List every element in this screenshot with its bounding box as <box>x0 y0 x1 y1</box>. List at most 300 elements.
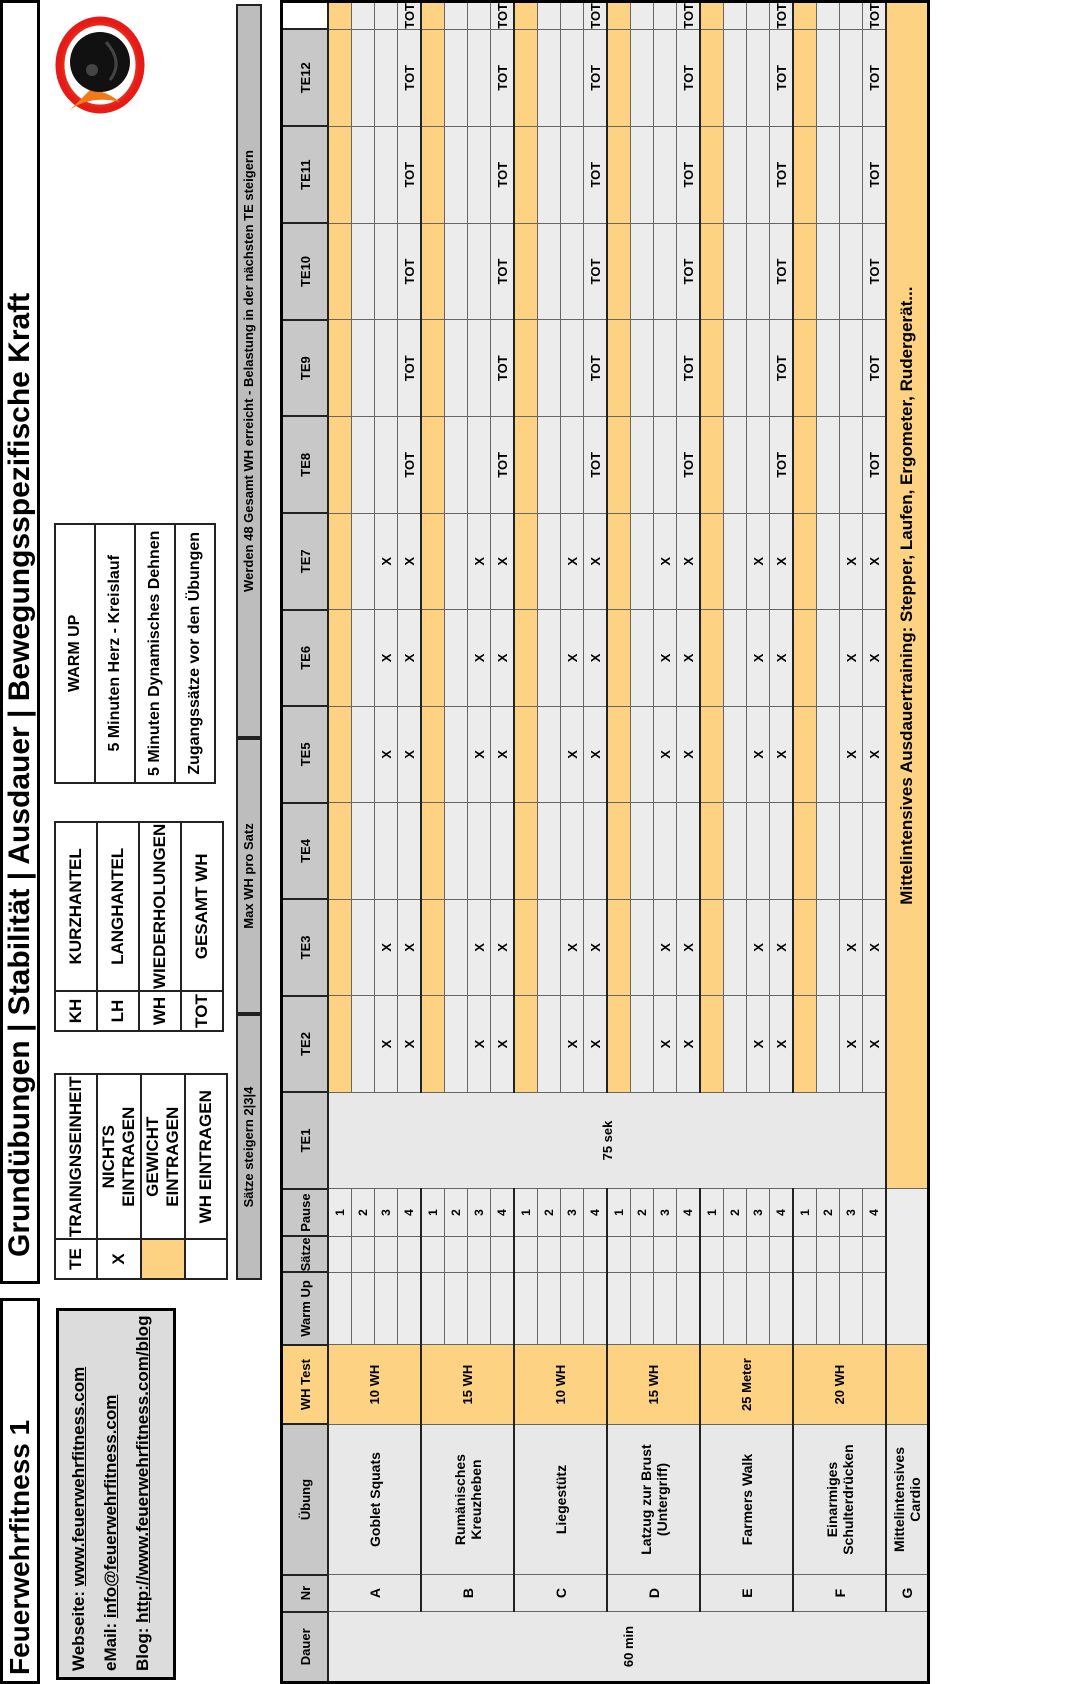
warmup-kg-cell[interactable] <box>863 1236 887 1272</box>
session-cell[interactable] <box>817 126 840 223</box>
session-cell[interactable]: X <box>491 610 515 707</box>
session-cell[interactable]: TOT <box>398 416 422 513</box>
session-cell[interactable]: X <box>398 899 422 996</box>
warmup-wh-cell[interactable] <box>352 1272 375 1344</box>
session-cell[interactable]: TOT <box>770 416 794 513</box>
session-cell[interactable] <box>747 126 770 223</box>
session-cell[interactable] <box>817 996 840 1093</box>
session-cell[interactable] <box>793 706 817 803</box>
session-cell[interactable] <box>793 513 817 610</box>
session-cell[interactable] <box>817 513 840 610</box>
session-cell[interactable] <box>538 513 561 610</box>
warmup-kg-cell[interactable] <box>514 1236 538 1272</box>
session-cell[interactable] <box>700 223 724 320</box>
session-cell[interactable] <box>421 29 445 126</box>
session-cell[interactable]: TOT <box>398 29 422 126</box>
session-cell[interactable] <box>514 29 538 126</box>
session-cell[interactable]: X <box>677 899 701 996</box>
session-cell[interactable]: X <box>747 610 770 707</box>
session-cell[interactable]: TOT <box>863 126 887 223</box>
warmup-wh-cell[interactable] <box>840 1272 863 1344</box>
warmup-kg-cell[interactable] <box>491 1236 515 1272</box>
session-cell[interactable]: X <box>375 706 398 803</box>
session-cell[interactable] <box>607 706 631 803</box>
session-cell[interactable] <box>747 2 770 30</box>
session-cell[interactable] <box>375 29 398 126</box>
session-cell[interactable] <box>863 803 887 900</box>
session-cell[interactable] <box>840 320 863 417</box>
session-cell[interactable] <box>328 899 352 996</box>
session-cell[interactable]: X <box>654 513 677 610</box>
session-cell[interactable]: X <box>491 996 515 1093</box>
session-cell[interactable] <box>724 899 747 996</box>
session-cell[interactable] <box>445 706 468 803</box>
warmup-kg-cell[interactable] <box>398 1236 422 1272</box>
session-cell[interactable] <box>700 416 724 513</box>
session-cell[interactable] <box>352 416 375 513</box>
session-cell[interactable] <box>631 29 654 126</box>
session-cell[interactable] <box>700 126 724 223</box>
session-cell[interactable]: X <box>468 996 491 1093</box>
session-cell[interactable] <box>793 320 817 417</box>
session-cell[interactable]: X <box>654 899 677 996</box>
warmup-wh-cell[interactable] <box>468 1272 491 1344</box>
session-cell[interactable]: TOT <box>863 416 887 513</box>
session-cell[interactable]: X <box>747 513 770 610</box>
session-cell[interactable]: X <box>398 706 422 803</box>
session-cell[interactable] <box>607 996 631 1093</box>
session-cell[interactable]: X <box>398 513 422 610</box>
warmup-wh-cell[interactable] <box>514 1272 538 1344</box>
session-cell[interactable] <box>793 2 817 30</box>
session-cell[interactable] <box>840 126 863 223</box>
session-cell[interactable]: X <box>398 610 422 707</box>
session-cell[interactable]: X <box>584 899 608 996</box>
warmup-wh-cell[interactable] <box>770 1272 794 1344</box>
session-cell[interactable]: X <box>677 996 701 1093</box>
session-cell[interactable] <box>793 996 817 1093</box>
session-cell[interactable] <box>561 223 584 320</box>
session-cell[interactable]: X <box>840 996 863 1093</box>
session-cell[interactable] <box>328 29 352 126</box>
session-cell[interactable]: X <box>584 706 608 803</box>
session-cell[interactable]: TOT <box>491 126 515 223</box>
warmup-kg-cell[interactable] <box>747 1236 770 1272</box>
session-cell[interactable] <box>375 223 398 320</box>
session-cell[interactable] <box>491 803 515 900</box>
session-cell[interactable] <box>631 416 654 513</box>
session-cell[interactable]: X <box>863 513 887 610</box>
session-cell[interactable] <box>445 126 468 223</box>
session-cell[interactable]: X <box>863 899 887 996</box>
session-cell[interactable] <box>445 416 468 513</box>
session-cell[interactable] <box>724 126 747 223</box>
session-cell[interactable]: X <box>654 996 677 1093</box>
session-cell[interactable] <box>328 2 352 30</box>
session-cell[interactable] <box>352 126 375 223</box>
session-cell[interactable]: TOT <box>491 223 515 320</box>
session-cell[interactable] <box>840 803 863 900</box>
session-cell[interactable] <box>631 610 654 707</box>
session-cell[interactable]: TOT <box>584 126 608 223</box>
session-cell[interactable]: TOT <box>770 126 794 223</box>
session-cell[interactable] <box>421 706 445 803</box>
session-cell[interactable] <box>724 706 747 803</box>
session-cell[interactable] <box>817 29 840 126</box>
session-cell[interactable]: X <box>863 610 887 707</box>
session-cell[interactable] <box>724 416 747 513</box>
session-cell[interactable] <box>817 706 840 803</box>
session-cell[interactable] <box>538 320 561 417</box>
email-link[interactable]: info@feuerwehrfitness.com <box>101 1394 120 1619</box>
session-cell[interactable] <box>817 2 840 30</box>
session-cell[interactable] <box>352 29 375 126</box>
session-cell[interactable] <box>724 320 747 417</box>
session-cell[interactable] <box>607 320 631 417</box>
session-cell[interactable] <box>352 223 375 320</box>
session-cell[interactable] <box>398 803 422 900</box>
session-cell[interactable] <box>724 223 747 320</box>
session-cell[interactable] <box>375 2 398 30</box>
warmup-wh-cell[interactable] <box>631 1272 654 1344</box>
session-cell[interactable]: X <box>584 996 608 1093</box>
session-cell[interactable]: X <box>491 513 515 610</box>
warmup-wh-cell[interactable] <box>375 1272 398 1344</box>
session-cell[interactable]: TOT <box>584 29 608 126</box>
session-cell[interactable] <box>607 416 631 513</box>
session-cell[interactable] <box>724 29 747 126</box>
session-cell[interactable]: X <box>840 513 863 610</box>
session-cell[interactable] <box>700 29 724 126</box>
session-cell[interactable] <box>514 320 538 417</box>
session-cell[interactable] <box>328 706 352 803</box>
session-cell[interactable] <box>352 2 375 30</box>
session-cell[interactable] <box>375 803 398 900</box>
session-cell[interactable] <box>700 610 724 707</box>
session-cell[interactable] <box>793 223 817 320</box>
session-cell[interactable]: TOT <box>398 320 422 417</box>
session-cell[interactable] <box>352 610 375 707</box>
session-cell[interactable] <box>700 513 724 610</box>
session-cell[interactable]: TOT <box>770 320 794 417</box>
session-cell[interactable] <box>561 416 584 513</box>
session-cell[interactable] <box>538 899 561 996</box>
session-cell[interactable]: X <box>561 706 584 803</box>
session-cell[interactable]: TOT <box>398 223 422 320</box>
warmup-kg-cell[interactable] <box>445 1236 468 1272</box>
session-cell[interactable] <box>793 29 817 126</box>
session-cell[interactable]: X <box>561 996 584 1093</box>
session-cell[interactable]: X <box>677 706 701 803</box>
warmup-wh-cell[interactable] <box>398 1272 422 1344</box>
session-cell[interactable] <box>352 803 375 900</box>
session-cell[interactable] <box>445 223 468 320</box>
warmup-wh-cell[interactable] <box>607 1272 631 1344</box>
warmup-wh-cell[interactable] <box>747 1272 770 1344</box>
session-cell[interactable] <box>514 803 538 900</box>
warmup-kg-cell[interactable] <box>840 1236 863 1272</box>
session-cell[interactable] <box>352 996 375 1093</box>
session-cell[interactable] <box>538 126 561 223</box>
warmup-kg-cell[interactable] <box>631 1236 654 1272</box>
session-cell[interactable] <box>375 320 398 417</box>
warmup-wh-cell[interactable] <box>561 1272 584 1344</box>
session-cell[interactable] <box>700 2 724 30</box>
session-cell[interactable] <box>654 126 677 223</box>
session-cell[interactable] <box>747 320 770 417</box>
warmup-kg-cell[interactable] <box>375 1236 398 1272</box>
session-cell[interactable]: TOT <box>770 223 794 320</box>
session-cell[interactable] <box>607 126 631 223</box>
session-cell[interactable] <box>631 899 654 996</box>
session-cell[interactable] <box>607 513 631 610</box>
warmup-kg-cell[interactable] <box>793 1236 817 1272</box>
session-cell[interactable] <box>468 2 491 30</box>
session-cell[interactable] <box>654 29 677 126</box>
session-cell[interactable] <box>352 513 375 610</box>
session-cell[interactable] <box>538 29 561 126</box>
session-cell[interactable] <box>445 320 468 417</box>
session-cell[interactable] <box>328 416 352 513</box>
session-cell[interactable]: X <box>677 610 701 707</box>
warmup-wh-cell[interactable] <box>817 1272 840 1344</box>
session-cell[interactable]: X <box>561 610 584 707</box>
session-cell[interactable] <box>514 610 538 707</box>
session-cell[interactable] <box>724 996 747 1093</box>
warmup-kg-cell[interactable] <box>677 1236 701 1272</box>
session-cell[interactable] <box>817 899 840 996</box>
session-cell[interactable] <box>840 2 863 30</box>
session-cell[interactable] <box>561 320 584 417</box>
warmup-kg-cell[interactable] <box>817 1236 840 1272</box>
session-cell[interactable] <box>514 2 538 30</box>
session-cell[interactable] <box>421 803 445 900</box>
session-cell[interactable] <box>421 610 445 707</box>
session-cell[interactable] <box>328 996 352 1093</box>
session-cell[interactable]: X <box>491 899 515 996</box>
session-cell[interactable]: X <box>840 899 863 996</box>
session-cell[interactable]: TOT <box>584 416 608 513</box>
warmup-kg-cell[interactable] <box>352 1236 375 1272</box>
warmup-wh-cell[interactable] <box>491 1272 515 1344</box>
session-cell[interactable] <box>445 513 468 610</box>
session-cell[interactable] <box>421 223 445 320</box>
session-cell[interactable] <box>538 706 561 803</box>
session-cell[interactable]: X <box>840 706 863 803</box>
session-cell[interactable] <box>631 996 654 1093</box>
session-cell[interactable] <box>631 126 654 223</box>
session-cell[interactable] <box>817 320 840 417</box>
session-cell[interactable] <box>724 2 747 30</box>
session-cell[interactable] <box>700 706 724 803</box>
session-cell[interactable] <box>817 610 840 707</box>
session-cell[interactable] <box>421 513 445 610</box>
session-cell[interactable] <box>328 320 352 417</box>
session-cell[interactable] <box>700 899 724 996</box>
session-cell[interactable]: X <box>584 513 608 610</box>
session-cell[interactable] <box>328 126 352 223</box>
session-cell[interactable]: X <box>468 513 491 610</box>
session-cell[interactable]: TOT <box>863 320 887 417</box>
session-cell[interactable]: X <box>770 706 794 803</box>
session-cell[interactable] <box>561 126 584 223</box>
session-cell[interactable] <box>468 223 491 320</box>
session-cell[interactable] <box>421 2 445 30</box>
warmup-wh-cell[interactable] <box>538 1272 561 1344</box>
session-cell[interactable]: X <box>770 610 794 707</box>
warmup-kg-cell[interactable] <box>584 1236 608 1272</box>
warmup-kg-cell[interactable] <box>421 1236 445 1272</box>
session-cell[interactable]: X <box>747 899 770 996</box>
session-cell[interactable] <box>561 2 584 30</box>
session-cell[interactable]: TOT <box>677 29 701 126</box>
session-cell[interactable] <box>445 29 468 126</box>
session-cell[interactable] <box>654 223 677 320</box>
session-cell[interactable] <box>421 416 445 513</box>
session-cell[interactable] <box>352 320 375 417</box>
website-link[interactable]: www.feuerwehrfitness.com <box>69 1366 88 1587</box>
session-cell[interactable] <box>561 29 584 126</box>
session-cell[interactable] <box>817 416 840 513</box>
session-cell[interactable] <box>328 610 352 707</box>
session-cell[interactable] <box>538 223 561 320</box>
session-cell[interactable] <box>445 2 468 30</box>
session-cell[interactable] <box>631 803 654 900</box>
session-cell[interactable]: X <box>747 706 770 803</box>
session-cell[interactable]: X <box>398 996 422 1093</box>
session-cell[interactable]: X <box>770 996 794 1093</box>
session-cell[interactable]: TOT <box>863 2 887 30</box>
session-cell[interactable] <box>607 2 631 30</box>
session-cell[interactable] <box>584 803 608 900</box>
warmup-kg-cell[interactable] <box>654 1236 677 1272</box>
session-cell[interactable] <box>631 223 654 320</box>
session-cell[interactable] <box>793 803 817 900</box>
session-cell[interactable] <box>747 416 770 513</box>
session-cell[interactable]: X <box>468 899 491 996</box>
session-cell[interactable] <box>677 803 701 900</box>
session-cell[interactable]: TOT <box>398 2 422 30</box>
session-cell[interactable] <box>631 513 654 610</box>
session-cell[interactable] <box>631 320 654 417</box>
session-cell[interactable] <box>514 223 538 320</box>
session-cell[interactable] <box>817 223 840 320</box>
session-cell[interactable] <box>328 803 352 900</box>
session-cell[interactable] <box>607 610 631 707</box>
session-cell[interactable] <box>445 610 468 707</box>
session-cell[interactable]: X <box>654 706 677 803</box>
session-cell[interactable] <box>421 899 445 996</box>
session-cell[interactable]: TOT <box>770 29 794 126</box>
session-cell[interactable]: TOT <box>863 223 887 320</box>
session-cell[interactable] <box>514 899 538 996</box>
session-cell[interactable]: X <box>654 610 677 707</box>
session-cell[interactable] <box>724 513 747 610</box>
warmup-kg-cell[interactable] <box>724 1236 747 1272</box>
session-cell[interactable]: X <box>863 706 887 803</box>
session-cell[interactable]: X <box>561 513 584 610</box>
session-cell[interactable] <box>840 29 863 126</box>
session-cell[interactable]: TOT <box>491 320 515 417</box>
warmup-wh-cell[interactable] <box>445 1272 468 1344</box>
session-cell[interactable]: X <box>375 899 398 996</box>
session-cell[interactable] <box>747 29 770 126</box>
session-cell[interactable] <box>700 996 724 1093</box>
session-cell[interactable]: X <box>491 706 515 803</box>
session-cell[interactable]: TOT <box>491 2 515 30</box>
session-cell[interactable]: TOT <box>584 223 608 320</box>
session-cell[interactable] <box>607 223 631 320</box>
session-cell[interactable]: TOT <box>584 320 608 417</box>
session-cell[interactable] <box>468 126 491 223</box>
warmup-kg-cell[interactable] <box>607 1236 631 1272</box>
session-cell[interactable] <box>445 803 468 900</box>
session-cell[interactable] <box>817 803 840 900</box>
session-cell[interactable]: X <box>375 513 398 610</box>
warmup-wh-cell[interactable] <box>654 1272 677 1344</box>
session-cell[interactable] <box>468 320 491 417</box>
session-cell[interactable]: TOT <box>677 223 701 320</box>
session-cell[interactable] <box>421 126 445 223</box>
warmup-wh-cell[interactable] <box>584 1272 608 1344</box>
session-cell[interactable] <box>770 803 794 900</box>
session-cell[interactable] <box>514 706 538 803</box>
session-cell[interactable]: TOT <box>491 29 515 126</box>
session-cell[interactable] <box>747 223 770 320</box>
session-cell[interactable] <box>468 803 491 900</box>
warmup-wh-cell[interactable] <box>677 1272 701 1344</box>
session-cell[interactable] <box>654 803 677 900</box>
session-cell[interactable] <box>654 416 677 513</box>
session-cell[interactable] <box>631 2 654 30</box>
session-cell[interactable] <box>607 29 631 126</box>
warmup-wh-cell[interactable] <box>863 1272 887 1344</box>
warmup-wh-cell[interactable] <box>421 1272 445 1344</box>
session-cell[interactable]: TOT <box>863 29 887 126</box>
session-cell[interactable] <box>747 803 770 900</box>
session-cell[interactable] <box>538 803 561 900</box>
session-cell[interactable] <box>328 223 352 320</box>
session-cell[interactable] <box>328 513 352 610</box>
warmup-wh-cell[interactable] <box>328 1272 352 1344</box>
session-cell[interactable] <box>631 706 654 803</box>
session-cell[interactable] <box>538 610 561 707</box>
session-cell[interactable] <box>468 29 491 126</box>
blog-link[interactable]: http://www.feuerwehrfitness.com/blog <box>133 1315 152 1623</box>
session-cell[interactable] <box>468 416 491 513</box>
session-cell[interactable]: X <box>840 610 863 707</box>
session-cell[interactable] <box>538 416 561 513</box>
warmup-kg-cell[interactable] <box>538 1236 561 1272</box>
session-cell[interactable] <box>724 803 747 900</box>
session-cell[interactable] <box>375 126 398 223</box>
session-cell[interactable] <box>538 2 561 30</box>
session-cell[interactable] <box>840 223 863 320</box>
session-cell[interactable]: TOT <box>398 126 422 223</box>
warmup-kg-cell[interactable] <box>700 1236 724 1272</box>
warmup-wh-cell[interactable] <box>793 1272 817 1344</box>
warmup-kg-cell[interactable] <box>468 1236 491 1272</box>
session-cell[interactable] <box>375 416 398 513</box>
session-cell[interactable] <box>445 899 468 996</box>
session-cell[interactable] <box>514 126 538 223</box>
session-cell[interactable] <box>654 2 677 30</box>
session-cell[interactable]: X <box>677 513 701 610</box>
session-cell[interactable] <box>421 996 445 1093</box>
session-cell[interactable]: TOT <box>770 2 794 30</box>
session-cell[interactable]: X <box>747 996 770 1093</box>
session-cell[interactable]: X <box>863 996 887 1093</box>
